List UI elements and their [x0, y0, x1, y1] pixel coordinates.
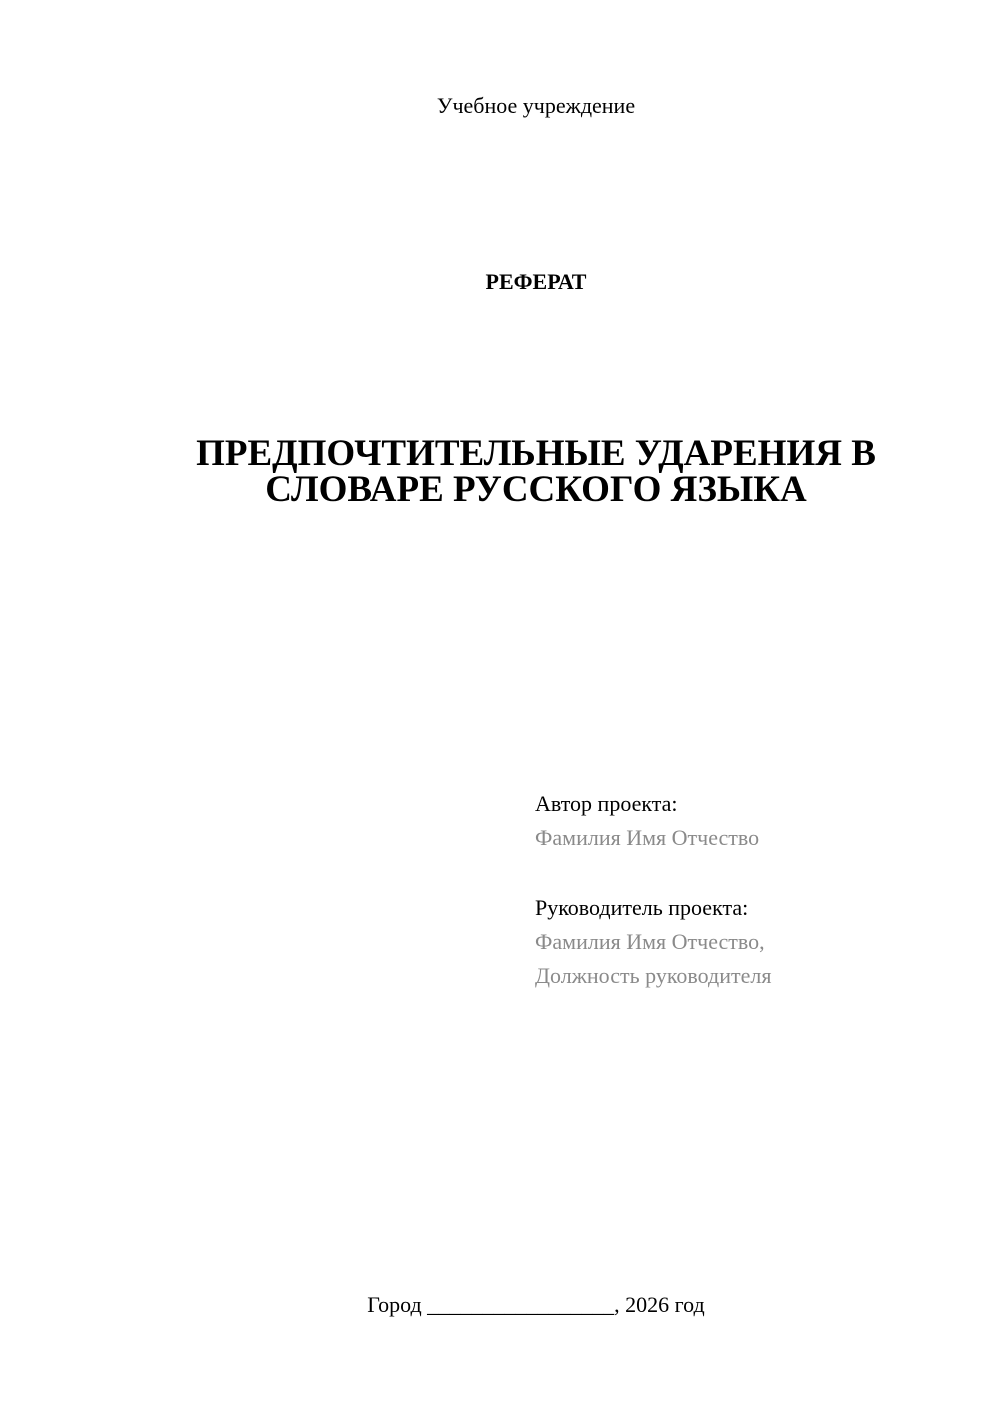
document-type: РЕФЕРАТ	[485, 269, 587, 294]
author-label: Автор проекта:	[535, 791, 678, 816]
supervisor-position-placeholder: Должность руководителя	[535, 963, 772, 988]
institution-name: Учебное учреждение	[436, 93, 636, 118]
details-spacer	[535, 855, 975, 891]
supervisor-label: Руководитель проекта:	[535, 895, 749, 920]
document-title	[130, 433, 942, 510]
city-year-line: Город _________________, 2026 год	[367, 1292, 705, 1317]
project-details	[535, 787, 975, 993]
author-name-placeholder: Фамилия Имя Отчество	[535, 825, 760, 850]
supervisor-name-placeholder: Фамилия Имя Отчество,	[535, 929, 765, 954]
document-title-line-1: ПРЕДПОЧТИТЕЛЬНЫЕ УДАРЕНИЯ В	[196, 433, 876, 474]
document-title-line-2: СЛОВАРЕ РУССКОГО ЯЗЫКА	[265, 469, 807, 510]
